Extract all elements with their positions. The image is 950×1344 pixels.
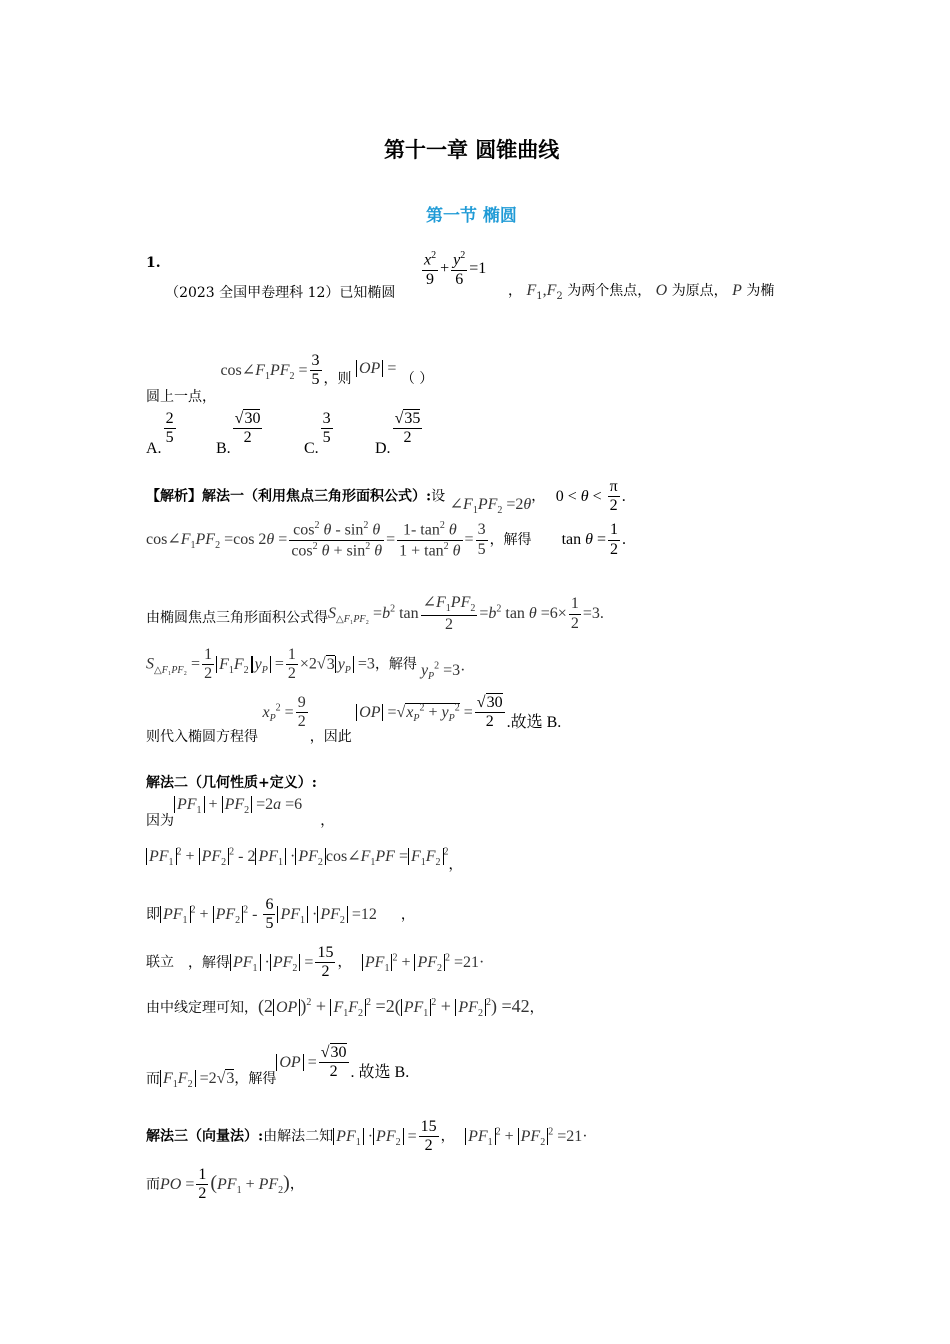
text-foci: 为两个焦点， (567, 283, 652, 299)
problem-number: 1. (146, 255, 161, 271)
option-d: D. $\frac{√35}{2}$ (375, 410, 421, 457)
problem-foci: ， $F_1,F_2$ 为两个焦点， O 为原点， P 为椭 (508, 282, 775, 302)
problem-source: （2023 全国甲卷理科 12）已知椭圆 (165, 285, 396, 301)
solution-line-3: 由椭圆焦点三角形面积公式得$S_{\triangle F_1PF_2} =b^2$ tan $\frac{\angle F_1PF_2}{2}$ $=b^2$ tan θ =6× $\frac{1}{2}$ =3. (146, 594, 604, 633)
solution-line-2: $\cos\angle F_1PF_2 =\cos$ 2θ = $\frac{\cos^2 \theta - \sin^2 \theta}{\cos^2 \theta + \sin^2 \theta}$ = $\frac{1- \tan^2 \theta}{1 + \tan^2 \theta}$ = $\frac{3}{5}$ ，解得 tan θ = $\frac{1}{2}$ . (146, 520, 626, 560)
text-line2a: 圆上一点， (146, 388, 216, 405)
solution2-line-3: 即 $PF_1^2 + PF_2^2$ - $\frac{6}{5}$ $PF_1 \cdot PF_2 =12$ ， (146, 896, 415, 933)
option-a: A. $\frac{2}{5}$ (146, 410, 174, 457)
solution2-line-2: $PF_1^2 + PF_2^2 - 2$ $PF_1 \cdot PF_2$ $\cos\angle F_1PF = F_1F_2^2$， (146, 846, 463, 868)
problem-line-1 (146, 252, 396, 301)
solution-header: 【解析】解法一（利用焦点三角形面积公式）: (146, 488, 432, 505)
solution2-line-5: 由中线定理可知，(2 OP )$^2 + F_1F_2^2 =2$( $PF_1^2 + PF_2^2) =42$， (146, 996, 544, 1020)
solution2-line-1: 因为$PF_1 + PF_2 =2a =6$， (146, 796, 335, 829)
solution-line-5: 则代入椭圆方程得 $x_P^2$ = $\frac{9}{2}$ ，因此 OP $=√x_P^2 + y_P^2$ = $\frac{√30}{2}$ .故选 B. (146, 694, 562, 745)
problem-line-2: 圆上一点， $\cos\angle F_1PF_2$ = $\frac{3}{5}$ ，则 OP = （ ） (146, 352, 434, 405)
ellipse-equation: $\frac{x^2}{9}$ + $\frac{y^2}{6}$ =1 (424, 250, 487, 288)
text-blank: （ ） (400, 370, 434, 387)
solution3-line-1: 解法三（向量法）:由解法二知 $PF_1 \cdot PF_2$ = $\frac{15}{2}$ ， $PF_1^2 + PF_2^2 =21\cdot$ (146, 1118, 588, 1155)
option-b: B. $\frac{√30}{2}$ (216, 410, 261, 457)
method-2-header: 解法二（几何性质+定义）: (146, 775, 317, 791)
text-line2b: ，则 (323, 370, 352, 387)
section-title: 第一节 椭圆 (426, 206, 517, 226)
method-3-header: 解法三（向量法）: (146, 1128, 264, 1145)
chapter-title: 第十一章 圆锥曲线 (384, 137, 560, 162)
solution2-line-4: 联立 ，解得 $PF_1 \cdot PF_2$ = $\frac{15}{2}$ ， $PF_1^2 + PF_2^2 =21\cdot$ (146, 944, 485, 981)
solution-line-1: 【解析】解法一（利用焦点三角形面积公式）:设 $\angle F_1PF_2 =2\theta$， 0 < θ < $\frac{\pi}{2}$ . (146, 478, 626, 516)
text-origin: 为原点， (671, 283, 728, 299)
text-p: 为椭 (746, 283, 775, 299)
solution-line-4: $S_{\triangle F_1PF_2}$ = $\frac{1}{2}$ $F_1F_2$ $y_P$ = $\frac{1}{2}$ ×2√3 $y_P =3$，解得 $y_P^2 =3\cdot$ (146, 646, 466, 683)
option-c: C. $\frac{3}{5}$ (304, 410, 331, 457)
solution2-line-6: 而 $F_1F_2 =2√3$，解得OP = $\frac{√30}{2}$ . 故选 B. (146, 1044, 410, 1090)
solution3-line-2: 而PO = $\frac{1}{2}$ $(PF_1 + PF_2)$， (146, 1166, 304, 1203)
